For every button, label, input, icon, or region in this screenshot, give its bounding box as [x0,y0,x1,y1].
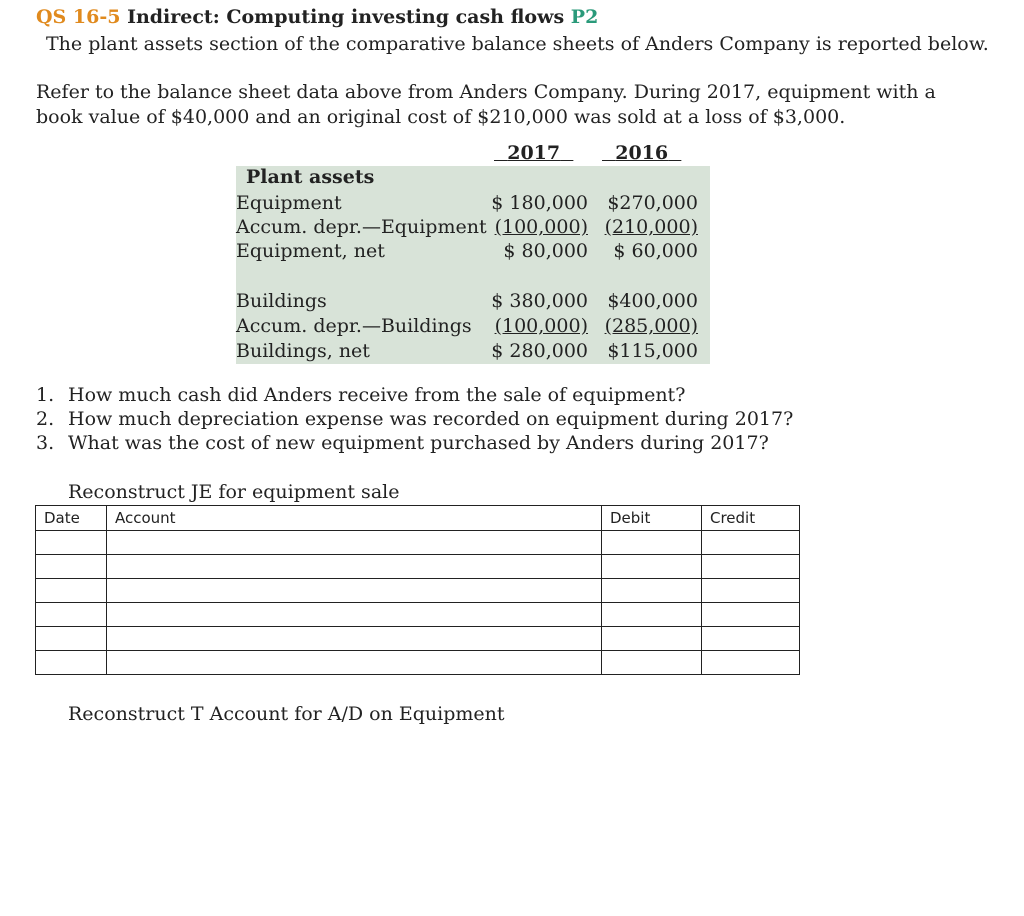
row-label-buildings: Buildings [236,290,327,312]
row-label-equipment-net: Equipment, net [236,240,385,262]
buildings-2016: $400,000 [607,290,698,312]
column-header-debit: Debit [602,506,702,531]
row-label-equipment: Equipment [236,192,342,214]
row-label-buildings-net: Buildings, net [236,340,370,362]
table-row [36,651,800,675]
exercise-code: QS 16-5 [36,6,121,28]
plant-assets-heading: Plant assets [246,166,375,188]
equipment-2017: $ 180,000 [491,192,588,214]
accum-depr-equipment-2016: (210,000) [604,216,698,238]
date-cell[interactable] [36,579,107,603]
accum-depr-buildings-2016: (285,000) [604,315,698,337]
buildings-net-2017: $ 280,000 [491,340,588,362]
question-item: 2. How much depreciation expense was recorded on equipment during 2017? [36,408,794,430]
credit-cell[interactable] [702,603,800,627]
account-cell[interactable] [107,579,602,603]
column-header-date: Date [36,506,107,531]
account-cell[interactable] [107,603,602,627]
debit-cell[interactable] [602,603,702,627]
table-row [36,603,800,627]
equipment-2016: $270,000 [607,192,698,214]
debit-cell[interactable] [602,627,702,651]
row-label-accum-depr-buildings: Accum. depr.—Buildings [236,315,472,337]
equipment-net-2016: $ 60,000 [613,240,698,262]
learning-objective: P2 [570,6,599,28]
column-header-account: Account [107,506,602,531]
credit-cell[interactable] [702,531,800,555]
accum-depr-buildings-2017: (100,000) [494,315,588,337]
table-row [36,627,800,651]
buildings-net-2016: $115,000 [607,340,698,362]
debit-cell[interactable] [602,555,702,579]
account-cell[interactable] [107,555,602,579]
intro-text: The plant assets section of the comparative balance sheets of Anders Company is reported below. [46,33,989,55]
journal-entry-table [35,505,800,675]
journal-entry-title: Reconstruct JE for equipment sale [68,481,400,503]
date-cell[interactable] [36,603,107,627]
date-cell[interactable] [36,555,107,579]
table-row [36,531,800,555]
table-header-row [36,506,800,531]
credit-cell[interactable] [702,627,800,651]
year-header-2017: 2017 [507,142,561,164]
account-cell[interactable] [107,651,602,675]
table-row [36,555,800,579]
exercise-heading [36,6,598,28]
equipment-net-2017: $ 80,000 [503,240,588,262]
year-header-2016: 2016 [615,142,669,164]
problem-statement: Refer to the balance sheet data above from Anders Company. During 2017, equipment with a book value of $40,000 and an original cost of $210,000 was sold at a loss of $3,000. [36,81,936,128]
question-item: 1. How much cash did Anders receive from the sale of equipment? [36,384,686,406]
account-cell[interactable] [107,627,602,651]
date-cell[interactable] [36,531,107,555]
credit-cell[interactable] [702,579,800,603]
credit-cell[interactable] [702,555,800,579]
question-list [36,383,793,455]
account-cell[interactable] [107,531,602,555]
date-cell[interactable] [36,651,107,675]
credit-cell[interactable] [702,651,800,675]
buildings-2017: $ 380,000 [491,290,588,312]
date-cell[interactable] [36,627,107,651]
t-account-title: Reconstruct T Account for A/D on Equipment [68,703,505,725]
exercise-title: Indirect: Computing investing cash flows [127,6,565,28]
table-row [36,579,800,603]
accum-depr-equipment-2017: (100,000) [494,216,588,238]
debit-cell[interactable] [602,651,702,675]
debit-cell[interactable] [602,579,702,603]
column-header-credit: Credit [702,506,800,531]
debit-cell[interactable] [602,531,702,555]
row-label-accum-depr-equipment: Accum. depr.—Equipment [236,216,487,238]
question-item: 3. What was the cost of new equipment purchased by Anders during 2017? [36,432,769,454]
